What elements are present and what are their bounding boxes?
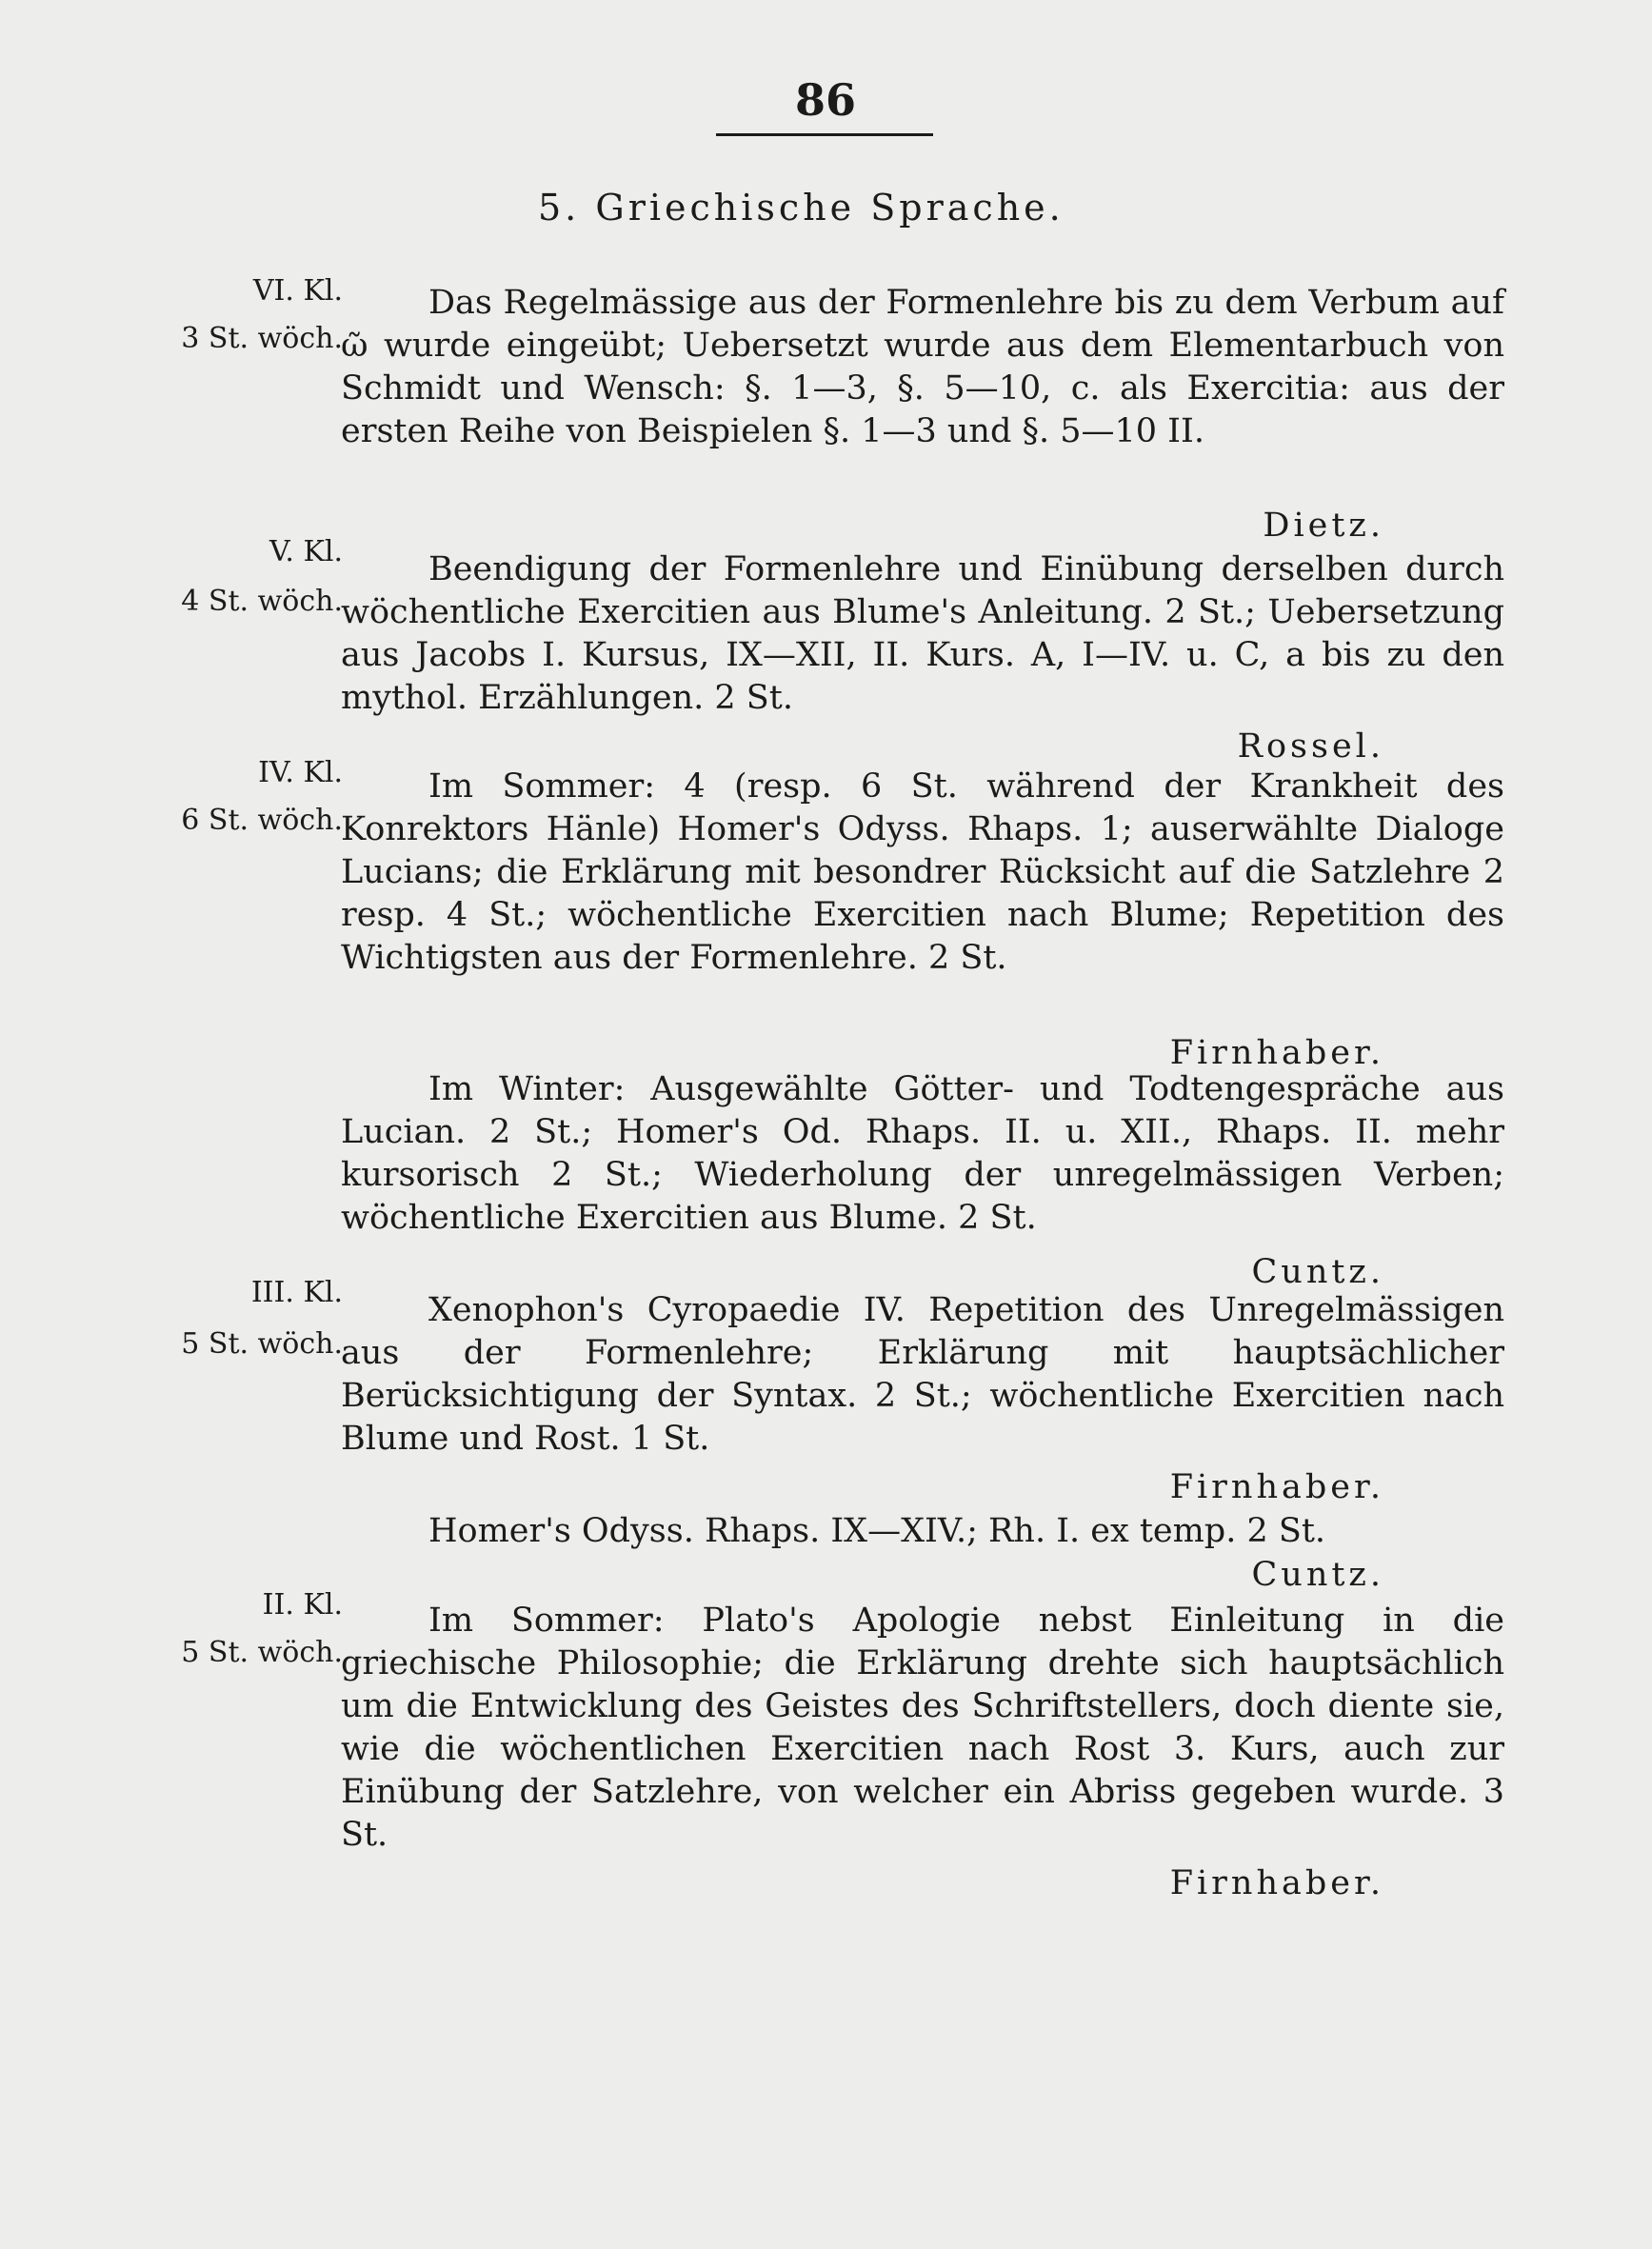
- hours-label: 5 St. wöch.: [181, 1327, 343, 1361]
- author-name: Firnhaber.: [1169, 1468, 1384, 1506]
- author-name: Cuntz.: [1251, 1253, 1384, 1291]
- header-rule: [716, 133, 933, 136]
- entry-text-winter: Im Winter: Ausgewählte Götter- und Todtengespräche aus Lucian. 2 St.; Homer's Od. Rhaps. II. u. XII., Rhaps. II. mehr kursorisch 2 St.; Wiederholung der unregelmässigen Verben; wöchentliche Exercitien aus Blume. 2 St.: [341, 1070, 1504, 1237]
- entry-text: Das Regelmässige aus der Formenlehre bis zu dem Verbum auf ῶ wurde eingeübt; Uebersetzt wurde aus dem Elementarbuch von Schmidt und Wensch: §. 1—3, §. 5—10, c. als Exercitia: aus der ersten Reihe von Beispielen §. 1—3 und §. 5—10 II.: [341, 284, 1504, 450]
- hours-label: 6 St. wöch.: [181, 804, 343, 837]
- entry-text-homer: Homer's Odyss. Rhaps. IX—XIV.; Rh. I. ex temp. 2 St.: [428, 1512, 1326, 1550]
- class-label: IV. Kl.: [258, 756, 343, 789]
- hours-label: 3 St. wöch.: [181, 322, 343, 355]
- entry-text: Beendigung der Formenlehre und Einübung derselben durch wöchentliche Exercitien aus Blume's Anleitung. 2 St.; Uebersetzung aus Jacobs I. Kursus, IX—XII, II. Kurs. A, I—IV. u. C, a bis zu den mythol. Erzählungen. 2 St.: [341, 550, 1504, 717]
- class-label: VI. Kl.: [252, 274, 343, 308]
- author-name: Firnhaber.: [1169, 1864, 1384, 1902]
- class-label: V. Kl.: [269, 535, 343, 568]
- page-number: 86: [794, 74, 856, 126]
- entry-text: Im Sommer: 4 (resp. 6 St. während der Krankheit des Konrektors Hänle) Homer's Odyss. Rhaps. 1; auserwählte Dialoge Lucians; die Erklärung mit besondrer Rücksicht auf die Satzlehre 2 resp. 4 St.; wöchentliche Exercitien nach Blume; Repetition des Wichtigsten aus der Formenlehre. 2 St.: [341, 767, 1504, 977]
- author-name: Rossel.: [1237, 727, 1384, 766]
- author-name: Cuntz.: [1251, 1556, 1384, 1594]
- entry-text: Xenophon's Cyropaedie IV. Repetition des Unregelmässigen aus der Formenlehre; Erklärung mit hauptsächlicher Berücksichtigung der Syntax. 2 St.; wöchentliche Exercitien nach Blume und Rost. 1 St.: [341, 1291, 1504, 1458]
- entry-text: Im Sommer: Plato's Apologie nebst Einleitung in die griechische Philosophie; die Erklärung drehte sich hauptsächlich um die Entwicklung des Geistes des Schriftstellers, doch diente sie, wie die wöchentlichen Exercitien nach Rost 3. Kurs, auch zur Einübung der Satzlehre, von welcher ein Abriss gegeben wurde. 3 St.: [341, 1602, 1504, 1854]
- author-name: Dietz.: [1263, 507, 1384, 545]
- author-name: Firnhaber.: [1169, 1034, 1384, 1072]
- hours-label: 5 St. wöch.: [181, 1636, 343, 1669]
- section-title: 5. Griechische Sprache.: [538, 187, 1065, 229]
- class-label: II. Kl.: [262, 1588, 343, 1622]
- hours-label: 4 St. wöch.: [181, 585, 343, 618]
- class-label: III. Kl.: [250, 1276, 343, 1309]
